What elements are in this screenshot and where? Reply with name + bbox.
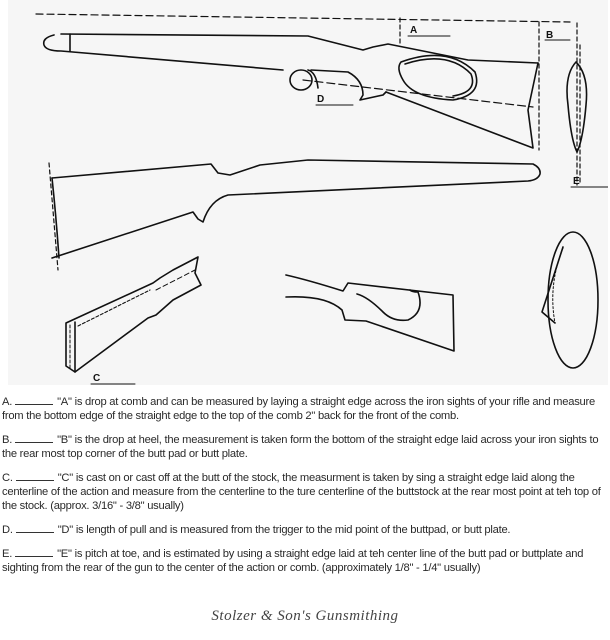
legend-item-c [2, 470, 606, 513]
legend-item-d [2, 522, 606, 537]
legend-letter: C. [2, 472, 13, 484]
label-d: D [317, 94, 325, 105]
legend-text: "E" is pitch at toe, and is estimated by using a straight edge laid at teh center line of the butt pad or buttplate and sighting from the rear of the gun to the center of the action or comb. (approximately 1/8" - 1/4" usually) [2, 548, 584, 574]
stock-blank-side-view [49, 160, 540, 270]
sight-line-dashed [36, 14, 570, 22]
legend-letter: D. [2, 524, 13, 536]
forend-bottom-line [44, 35, 283, 70]
stock-top-line [61, 34, 538, 63]
buttstock-outline [386, 63, 538, 148]
answer-blank [16, 470, 54, 481]
legend-item-b [2, 432, 606, 461]
label-b: B [546, 30, 554, 41]
answer-blank [15, 432, 53, 443]
length-of-pull-line [303, 80, 533, 107]
legend-text: "C" is cast on or cast off at the butt of the stock, the measurment is taken by sing a straight edge laid along the centerline of the action and measure from the centerline to the ture centerline of the buttstock at the rear most point at teh top of the stock. (approx. 3/16" - 3/8" usually) [2, 472, 601, 512]
legend-letter: E. [2, 548, 13, 560]
legend-text: "A" is drop at comb and can be measured by laying a straight edge across the iron sights of your rifle and measure from the bottom edge of the straight edge to the top of the comb 2" back for the front of the comb. [2, 396, 595, 422]
rifle-stock-side-view [36, 14, 570, 150]
legend-text: "B" is the drop at heel, the measurement is taken form the bottom of the straight edge laid across your iron sights to the rear most top corner of the butt pad or butt plate. [2, 434, 599, 460]
stock-diagram-svg [8, 0, 608, 385]
label-c: C [93, 373, 101, 384]
legend-item-a [2, 394, 606, 423]
answer-blank [15, 394, 53, 405]
answer-blank [16, 522, 54, 533]
trigger-guard [290, 70, 312, 90]
label-e: E [573, 176, 580, 187]
pistol-grip-sketch [286, 275, 454, 351]
legend-item-e [2, 546, 606, 575]
measurement-legend [2, 394, 606, 584]
butt-plate-rear-view [567, 23, 608, 187]
answer-blank [15, 546, 53, 557]
butt-pad-sketch [542, 232, 598, 368]
label-a: A [410, 25, 418, 36]
legend-text: "D" is length of pull and is measured from the trigger to the mid point of the buttpad, or butt plate. [57, 524, 511, 536]
diagram-figure [8, 0, 608, 385]
legend-letter: B. [2, 434, 13, 446]
company-signature: Stolzer & Son's Gunsmithing [211, 608, 399, 624]
legend-letter: A. [2, 396, 13, 408]
stock-blank-perspective [66, 257, 201, 384]
